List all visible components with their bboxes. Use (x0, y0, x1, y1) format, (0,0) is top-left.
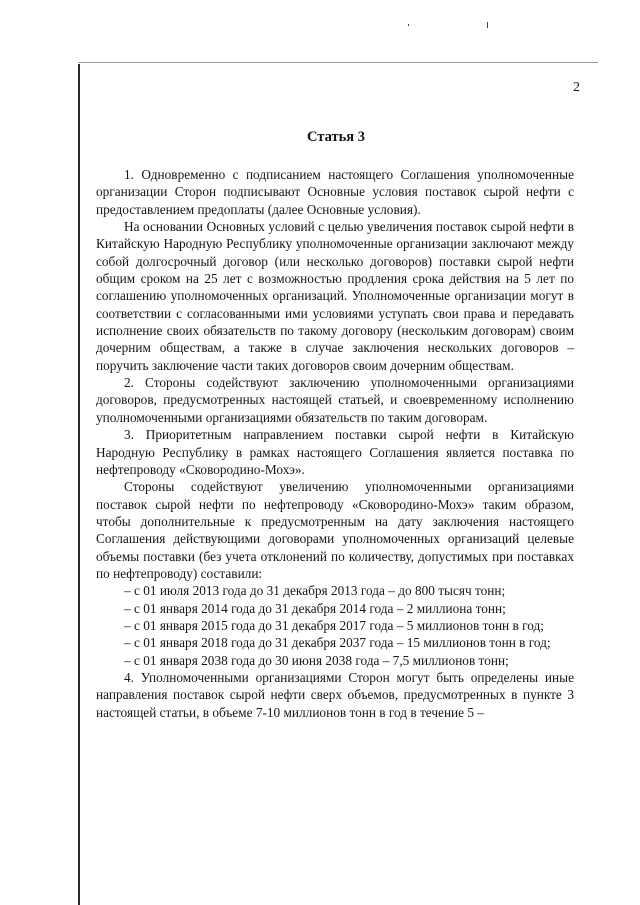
paragraph: 1. Одновременно с подписанием настоящего Соглашения уполномоченные организации Сторон подписывают Основные условия поставок сырой нефти с предоставлением предоплаты (далее Основные условия). (96, 167, 574, 217)
scan-page-edge-left (78, 64, 80, 905)
list-item: – с 01 января 2018 года до 31 декабря 2037 года – 15 миллионов тонн в год; (124, 635, 551, 651)
paragraph: 4. Уполномоченными организациями Сторон могут быть определены иные направления поставок сырой нефти сверх объемов, предусмотренных в пункте 3 настоящей статьи, в объеме 7-10 миллионов тонн в год в течение 5 – (96, 669, 574, 720)
scan-page-edge-top (78, 62, 598, 63)
page-number: 2 (573, 80, 580, 95)
document-body (96, 166, 574, 721)
article-heading: Статья 3 (307, 129, 365, 145)
scan-speck (487, 22, 488, 28)
list-item: – с 01 июля 2013 года до 31 декабря 2013 года – до 800 тысяч тонн; (124, 583, 506, 599)
paragraph: 2. Стороны содействуют заключению уполномоченными организациями договоров, предусмотренных настоящей статьей, и своевременному исполнению уполномоченными организациями обязательств по таким договорам. (96, 375, 574, 425)
list-item: – с 01 января 2014 года до 31 декабря 2014 года – 2 миллиона тонн; (124, 600, 506, 616)
scan-speck (408, 24, 409, 26)
paragraph: Стороны содействуют увеличению уполномоченными организациями поставок сырой нефти по нефтепроводу «Сковородино-Мохэ» таким образом, чтобы дополнительные к предусмотренным на дату заключения настоящего Соглашения действующими договорами уполномоченных организаций целевые объемы поставки (без учета отклонений по количеству, допустимых при поставках по нефтепроводу) составили: (96, 479, 574, 581)
list-item: – с 01 января 2015 года до 31 декабря 2017 года – 5 миллионов тонн в год; (124, 617, 544, 633)
paragraph: 3. Приоритетным направлением поставки сырой нефти в Китайскую Народную Республику в рамках настоящего Соглашения является поставка по нефтепроводу «Сковородино-Мохэ». (96, 427, 574, 477)
paragraph: На основании Основных условий с целью увеличения поставок сырой нефти в Китайскую Народную Республику уполномоченные организации заключают между собой долгосрочный договор (или несколько договоров) поставки сырой нефти общим сроком на 25 лет с возможностью продления срока действия на 5 лет по соглашению уполномоченных организаций. Уполномоченные организации могут в соответствии с согласованными ими условиями уступать свои права и передавать исполнение своих обязательств по такому договору (нескольким договорам) своим дочерним обществам, а также в случае заключения нескольких договоров – поручить заключение части таких договоров своим дочерним обществам. (96, 219, 574, 373)
list-item: – с 01 января 2038 года до 30 июня 2038 года – 7,5 миллионов тонн; (124, 652, 509, 668)
